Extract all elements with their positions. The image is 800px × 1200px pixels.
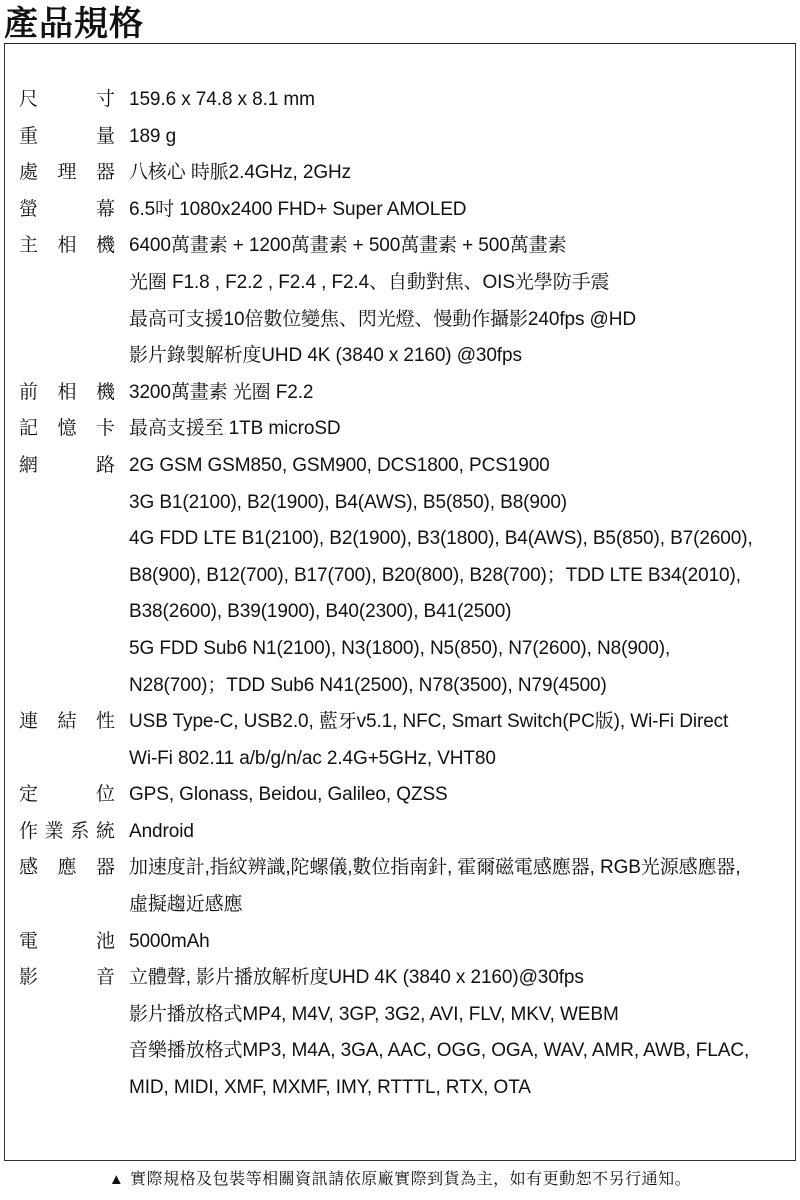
spec-value-line: 3G B1(2100), B2(1900), B4(AWS), B5(850), B8(900) bbox=[129, 491, 568, 513]
spec-row bbox=[5, 411, 795, 448]
spec-values bbox=[115, 192, 795, 229]
spec-values bbox=[115, 228, 795, 374]
spec-label: 記憶卡 bbox=[19, 418, 115, 440]
spec-values bbox=[115, 960, 795, 1106]
spec-values bbox=[115, 411, 795, 448]
spec-value-line: 八核心 時脈2.4GHz, 2GHz bbox=[129, 162, 352, 184]
footnote-text: 實際規格及包裝等相關資訊請依原廠實際到貨為主，如有更動恕不另行通知。 bbox=[130, 1171, 692, 1188]
spec-value-line: 189 g bbox=[129, 125, 177, 147]
spec-value-line: B8(900), B12(700), B17(700), B20(800), B28(700)；TDD LTE B34(2010), bbox=[129, 564, 741, 586]
spec-value-line: 立體聲, 影片播放解析度UHD 4K (3840 x 2160)@30fps bbox=[129, 967, 584, 989]
spec-label: 連結性 bbox=[19, 711, 115, 733]
spec-label: 主相機 bbox=[19, 235, 115, 257]
spec-row bbox=[5, 192, 795, 229]
spec-value-line: GPS, Glonass, Beidou, Galileo, QZSS bbox=[129, 784, 448, 806]
spec-value-line: B38(2600), B39(1900), B40(2300), B41(2500) bbox=[129, 601, 512, 623]
spec-label: 網路 bbox=[19, 454, 115, 476]
spec-list bbox=[5, 82, 795, 1107]
warning-triangle-icon: ▲ bbox=[108, 1171, 125, 1188]
spec-values bbox=[115, 704, 795, 777]
spec-value-line: 音樂播放格式MP3, M4A, 3GA, AAC, OGG, OGA, WAV, AMR, AWB, FLAC, bbox=[129, 1040, 750, 1062]
spec-table bbox=[4, 43, 796, 1161]
spec-label: 影音 bbox=[19, 967, 115, 989]
spec-values bbox=[115, 777, 795, 814]
spec-value-line: N28(700)；TDD Sub6 N41(2500), N78(3500), N79(4500) bbox=[129, 674, 607, 696]
spec-values bbox=[115, 119, 795, 156]
spec-values bbox=[115, 850, 795, 923]
page-title: 產品規格 bbox=[4, 5, 144, 43]
spec-row bbox=[5, 924, 795, 961]
spec-value-line: 6.5吋 1080x2400 FHD+ Super AMOLED bbox=[129, 198, 467, 220]
spec-label: 前相機 bbox=[19, 381, 115, 403]
spec-value-line: 159.6 x 74.8 x 8.1 mm bbox=[129, 89, 315, 110]
spec-label: 尺寸 bbox=[19, 89, 115, 110]
spec-value-line: 5000mAh bbox=[129, 930, 210, 952]
spec-value-line: 3200萬畫素 光圈 F2.2 bbox=[129, 381, 314, 403]
spec-row bbox=[5, 814, 795, 851]
spec-values bbox=[115, 82, 795, 119]
spec-values bbox=[115, 375, 795, 412]
spec-values bbox=[115, 155, 795, 192]
spec-values bbox=[115, 814, 795, 851]
spec-label: 作業系統 bbox=[19, 820, 115, 842]
spec-row bbox=[5, 448, 795, 704]
spec-value-line: 光圈 F1.8 , F2.2 , F2.4 , F2.4、自動對焦、OIS光學防手震 bbox=[129, 271, 610, 293]
spec-label: 定位 bbox=[19, 784, 115, 806]
spec-row bbox=[5, 82, 795, 119]
spec-row bbox=[5, 375, 795, 412]
spec-label: 感應器 bbox=[19, 857, 115, 879]
spec-value-line: 最高支援至 1TB microSD bbox=[129, 418, 341, 440]
spec-label: 電池 bbox=[19, 930, 115, 952]
footnote bbox=[0, 1168, 800, 1192]
spec-value-line: MID, MIDI, XMF, MXMF, IMY, RTTTL, RTX, OTA bbox=[129, 1077, 531, 1099]
spec-row bbox=[5, 704, 795, 777]
spec-value-line: 2G GSM GSM850, GSM900, DCS1800, PCS1900 bbox=[129, 454, 550, 476]
spec-values bbox=[115, 924, 795, 961]
spec-row bbox=[5, 777, 795, 814]
spec-values bbox=[115, 448, 795, 704]
spec-value-line: 影片播放格式MP4, M4V, 3GP, 3G2, AVI, FLV, MKV, WEBM bbox=[129, 1003, 619, 1025]
spec-value-line: 加速度計,指紋辨識,陀螺儀,數位指南針, 霍爾磁電感應器, RGB光源感應器, bbox=[129, 857, 741, 879]
spec-value-line: 4G FDD LTE B1(2100), B2(1900), B3(1800), B4(AWS), B5(850), B7(2600), bbox=[129, 528, 753, 550]
spec-value-line: 6400萬畫素 + 1200萬畫素 + 500萬畫素 + 500萬畫素 bbox=[129, 235, 567, 257]
spec-label: 螢幕 bbox=[19, 198, 115, 220]
spec-value-line: Android bbox=[129, 820, 194, 842]
spec-row bbox=[5, 228, 795, 374]
spec-row bbox=[5, 850, 795, 923]
spec-value-line: 影片錄製解析度UHD 4K (3840 x 2160) @30fps bbox=[129, 345, 522, 367]
spec-value-line: 最高可支援10倍數位變焦、閃光燈、慢動作攝影240fps @HD bbox=[129, 308, 636, 330]
spec-value-line: Wi-Fi 802.11 a/b/g/n/ac 2.4G+5GHz, VHT80 bbox=[129, 747, 496, 769]
spec-value-line: USB Type-C, USB2.0, 藍牙v5.1, NFC, Smart Switch(PC版), Wi-Fi Direct bbox=[129, 711, 729, 733]
spec-label: 處理器 bbox=[19, 162, 115, 184]
spec-value-line: 虛擬趨近感應 bbox=[129, 894, 243, 916]
spec-row bbox=[5, 119, 795, 156]
spec-row bbox=[5, 960, 795, 1106]
spec-value-line: 5G FDD Sub6 N1(2100), N3(1800), N5(850), N7(2600), N8(900), bbox=[129, 637, 671, 659]
spec-label: 重量 bbox=[19, 125, 115, 147]
spec-row bbox=[5, 155, 795, 192]
